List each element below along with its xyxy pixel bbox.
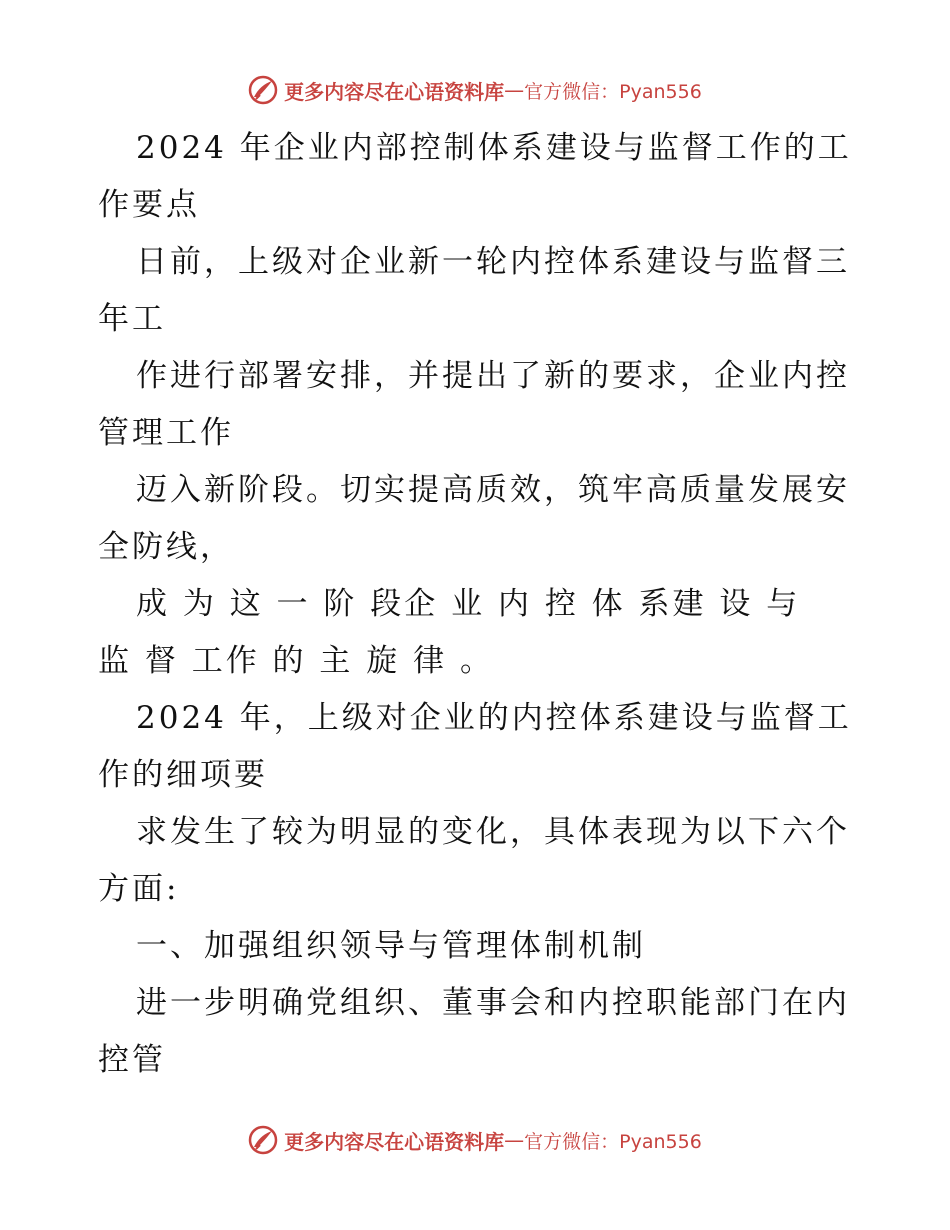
section-heading: 一、加强组织领导与管理体制机制: [136, 928, 646, 964]
title-line-1: 2024 年企业内部控制体系建设与监督工作的工: [136, 130, 852, 166]
title-line-2: 作要点: [98, 187, 200, 223]
banner-main-text: 更多内容尽在心语资料库: [284, 1129, 505, 1154]
header-banner: [0, 70, 950, 110]
footer-banner: [0, 1120, 950, 1160]
paragraph-line: 方面:: [98, 871, 180, 907]
document-body: [98, 120, 858, 1089]
paragraph-line: 成 为 这 一 阶 段企 业 内 控 体 系建 设 与: [136, 586, 801, 622]
paragraph-line: 2024 年，上级对企业的内控体系建设与监督工: [136, 700, 852, 736]
paragraph-line: 进一步明确党组织、董事会和内控职能部门在内: [136, 985, 850, 1021]
banner-main-text: 更多内容尽在心语资料库: [284, 79, 505, 104]
pen-logo-icon: [248, 75, 278, 105]
banner-wechat-text: 官方微信：Pyan556: [524, 1130, 702, 1153]
banner-wechat-text: 官方微信：Pyan556: [524, 80, 702, 103]
pen-logo-icon: [248, 1125, 278, 1155]
paragraph-line: 控管: [98, 1042, 166, 1078]
banner-dash: —: [504, 78, 525, 102]
paragraph-line: 监 督 工作 的 主 旋 律 。: [98, 643, 494, 679]
paragraph-line: 日前，上级对企业新一轮内控体系建设与监督三: [136, 244, 850, 280]
paragraph-line: 年工: [98, 301, 166, 337]
paragraph-line: 作的细项要: [98, 757, 268, 793]
paragraph-line: 管理工作: [98, 415, 234, 451]
paragraph-line: 全防线，: [98, 529, 234, 565]
paragraph-line: 求发生了较为明显的变化，具体表现为以下六个: [136, 814, 850, 850]
banner-dash: —: [504, 1128, 525, 1152]
paragraph-line: 作进行部署安排，并提出了新的要求，企业内控: [136, 358, 850, 394]
paragraph-line: 迈入新阶段。切实提高质效，筑牢高质量发展安: [136, 472, 850, 508]
